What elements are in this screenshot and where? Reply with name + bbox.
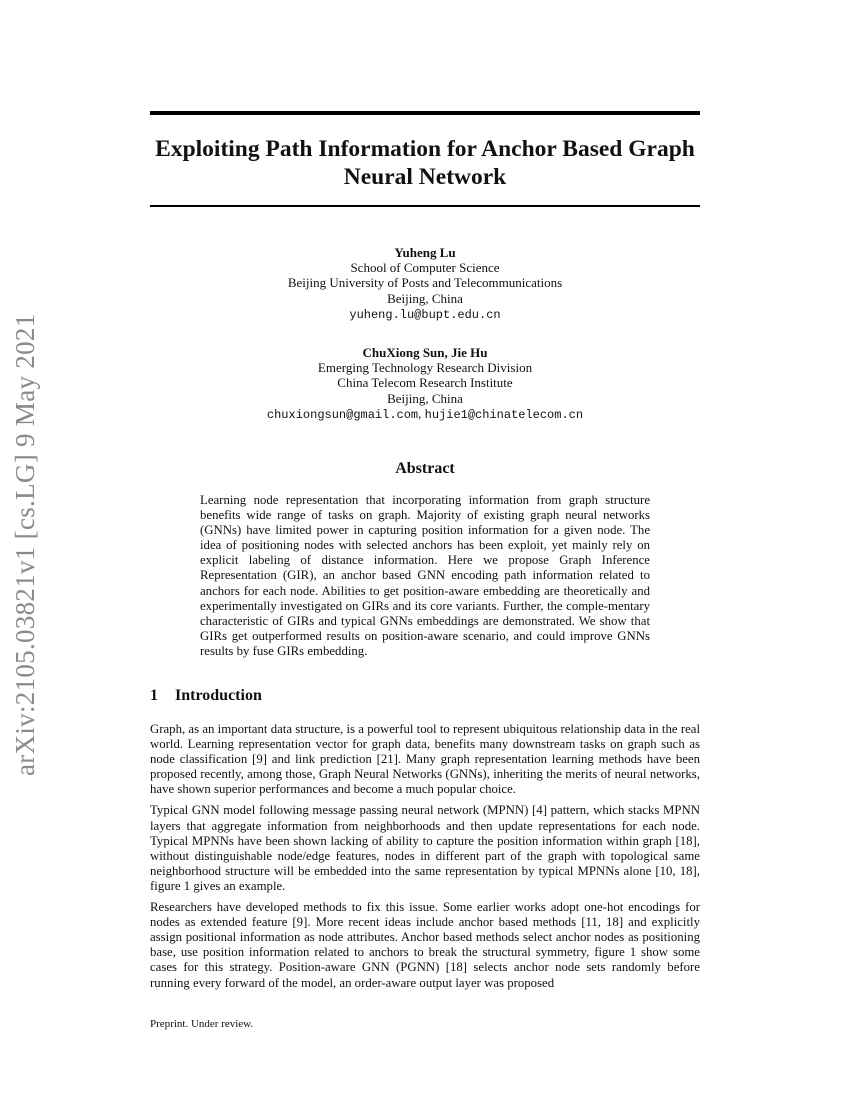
author-affiliation-line: China Telecom Research Institute	[337, 375, 513, 391]
author-email-line	[150, 406, 700, 423]
title-bottom-rule	[150, 205, 700, 207]
paper-title	[150, 135, 700, 191]
author-affiliation-line: Emerging Technology Research Division	[317, 360, 533, 376]
author-names: Yuheng Lu	[394, 245, 456, 260]
author-affiliation-line: Beijing, China	[387, 390, 463, 406]
abstract-heading: Abstract	[395, 460, 455, 477]
author-affiliation-line: Beijing University of Posts and Telecommunications	[287, 275, 563, 291]
abstract-text: Learning node representation that incorporating information from graph structure benefits wide range of tasks on graph. Majority of existing graph neural networks (GNNs) have limited power in capturing position information for a given node. The idea of positioning nodes with selected anchors has been exploit, yet mainly rely on explicit labeling of distance information. Here we propose Graph Inference Representation (GIR), an anchor based GNN encoding path information related to anchors for each node. Abilities to get position-aware embedding are theoretically and experimentally investigated on GIRs and its core variants. Further, the comple-mentary characteristic of GIRs and typical GNNs embeddings are demonstrated. We show that GIRs get outperformed results on position-aware scenario, and could improve GNNs results by fuse GIRs embedding.	[200, 493, 650, 658]
author-email[interactable]: hujie1@chinatelecom.cn	[424, 407, 584, 422]
author-block-1	[150, 245, 700, 323]
author-email[interactable]: chuxiongsun@gmail.com	[266, 407, 419, 422]
introduction-body	[150, 722, 700, 997]
paper-title-line-2: Neural Network	[343, 164, 507, 190]
author-block-2	[150, 345, 700, 423]
arxiv-identifier-stamp: arXiv:2105.03821v1 [cs.LG] 9 May 2021	[10, 313, 40, 776]
author-affiliation-line: Beijing, China	[387, 290, 463, 306]
body-paragraph: Typical GNN model following message passing neural network (MPNN) [4] pattern, which stacks MPNN layers that aggregate information from neighborhoods and then update representations for each node. Typical MPNNs have been shown lacking of ability to capture the position information within graph [18], without distinguishable node/edge features, nodes in different part of the graph with topological same neighborhood structure will be embedded into the same representation by typical MPNNs alone [10, 18], figure 1 gives an example.	[150, 803, 700, 893]
author-names: ChuXiong Sun, Jie Hu	[362, 345, 488, 360]
email-separator: ,	[418, 405, 425, 421]
author-email-line	[150, 306, 700, 323]
author-affiliation-line: School of Computer Science	[350, 260, 500, 276]
section-number: 1	[150, 687, 158, 704]
section-title: Introduction	[175, 687, 262, 704]
section-heading-introduction	[150, 686, 700, 706]
title-top-rule	[150, 111, 700, 115]
body-paragraph: Researchers have developed methods to fix this issue. Some earlier works adopt one-hot encodings for nodes as extended feature [9]. More recent ideas include anchor based methods [11, 18] and explicitly assign positional information as node attributes. Anchor based methods select anchor nodes as positioning base, use position information related to anchors to break the structural symmetry, figure 1 show some cases for this strategy. Position-aware GNN (PGNN) [18] selects anchor node sets randomly before running every forward of the model, an order-aware output layer was proposed	[150, 900, 700, 990]
paper-title-line-1: Exploiting Path Information for Anchor Based Graph	[155, 136, 695, 162]
preprint-footer: Preprint. Under review.	[150, 1018, 254, 1030]
body-paragraph: Graph, as an important data structure, is a powerful tool to represent ubiquitous relationship data in the real world. Learning representation vector for graph data, benefits many downstream tasks on graph such as node classification [9] and link prediction [21]. Many graph representation learning methods have been proposed recently, among those, Graph Neural Networks (GNNs), inheriting the merits of neural networks, have shown superior performances and become a much popular choice.	[150, 722, 700, 797]
author-email[interactable]: yuheng.lu@bupt.edu.cn	[349, 307, 501, 322]
